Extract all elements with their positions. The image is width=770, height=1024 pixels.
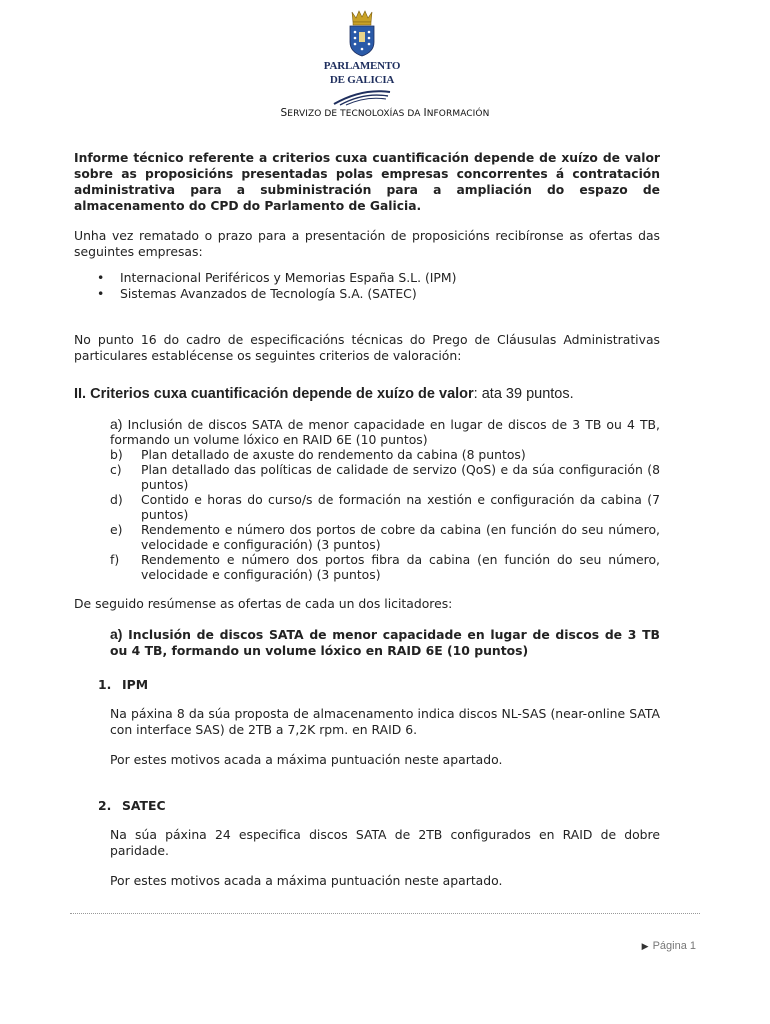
bidder-detail: Na súa páxina 24 especifica discos SATA de 2TB configurados en RAID de dobre paridade.: [110, 827, 660, 859]
list-item: • Internacional Periféricos y Memorias España S.L. (IPM): [97, 270, 457, 285]
criteria-list: [110, 417, 660, 582]
criterion-item: c) Plan detallado das políticas de calidade de servizo (QoS) e da súa configuración (8 puntos): [110, 462, 660, 493]
triangle-right-icon: ▶: [641, 941, 649, 951]
parliament-logo: [322, 8, 402, 103]
list-item: • Sistemas Avanzados de Tecnología S.A. (SATEC): [97, 286, 417, 301]
criterion-item: f) Rendemento e número dos portos fibra da cabina (en función do seu número, velocidade e configuración) (3 puntos): [110, 552, 660, 583]
department-heading: SERVIZO DE TECNOLOXÍAS DA INFORMACIÓN: [280, 107, 490, 119]
footer-divider: [70, 913, 700, 914]
criterion-item: d) Contido e horas do curso/s de formación na xestión e configuración da cabina (7 puntos): [110, 492, 660, 523]
bidder-conclusion: Por estes motivos acada a máxima puntuación neste apartado.: [110, 752, 503, 768]
document-body: [74, 150, 660, 889]
intro-paragraph: Unha vez rematado o prazo para a presentación de proposicións recibíronse as ofertas das seguintes empresas:: [74, 228, 660, 259]
section-heading: II. Criterios cuxa cuantificación depende de xuízo de valor: ata 39 puntos.: [74, 386, 574, 402]
bidder-detail: Na páxina 8 da súa proposta de almacenamento indica discos NL-SAS (near-online SATA con interface SAS) de 2TB a 7,2K rpm. en RAID 6.: [110, 706, 660, 738]
company-list: [74, 270, 660, 302]
page-number: ▶ Página 1: [641, 940, 696, 952]
coat-of-arms-icon: [322, 8, 402, 60]
logo-text-line1: PARLAMENTO: [323, 60, 401, 72]
criterion-a: a) Inclusión de discos SATA de menor capacidade en lugar de discos de 3 TB ou 4 TB, formando un volume lóxico en RAID 6E (10 puntos): [110, 416, 660, 448]
logo-text-line2: DE GALICIA: [329, 74, 395, 86]
criterion-item: e) Rendemento e número dos portos de cobre da cabina (en función do seu número, velocidade e configuración) (3 puntos): [110, 522, 660, 553]
point16-paragraph: No punto 16 do cadro de especificacións técnicas do Prego de Cláusulas Administrativas particulares establécense os seguintes criterios de valoración:: [74, 332, 660, 363]
bidder-heading: 1. IPM: [98, 677, 149, 693]
bidder-heading: 2. SATEC: [98, 798, 166, 814]
bidder-conclusion: Por estes motivos acada a máxima puntuación neste apartado.: [110, 873, 503, 889]
criterion-item: b) Plan detallado de axuste do rendemento da cabina (8 puntos): [110, 447, 526, 463]
report-title: Informe técnico referente a criterios cuxa cuantificación depende de xuízo de valor sobre as proposicións presentadas polas empresas concorrentes á contratación administrativa para a subministración para a ampliación do espazo de almacenamento do CPD do Parlamento de Galicia.: [74, 151, 660, 213]
subsection-heading: a) Inclusión de discos SATA de menor capacidade en lugar de discos de 3 TB ou 4 TB, formando un volume lóxico en RAID 6E (10 puntos): [110, 626, 660, 659]
logo-swoosh-icon: [322, 86, 402, 106]
summary-intro: De seguido resúmense as ofertas de cada un dos licitadores:: [74, 596, 453, 612]
